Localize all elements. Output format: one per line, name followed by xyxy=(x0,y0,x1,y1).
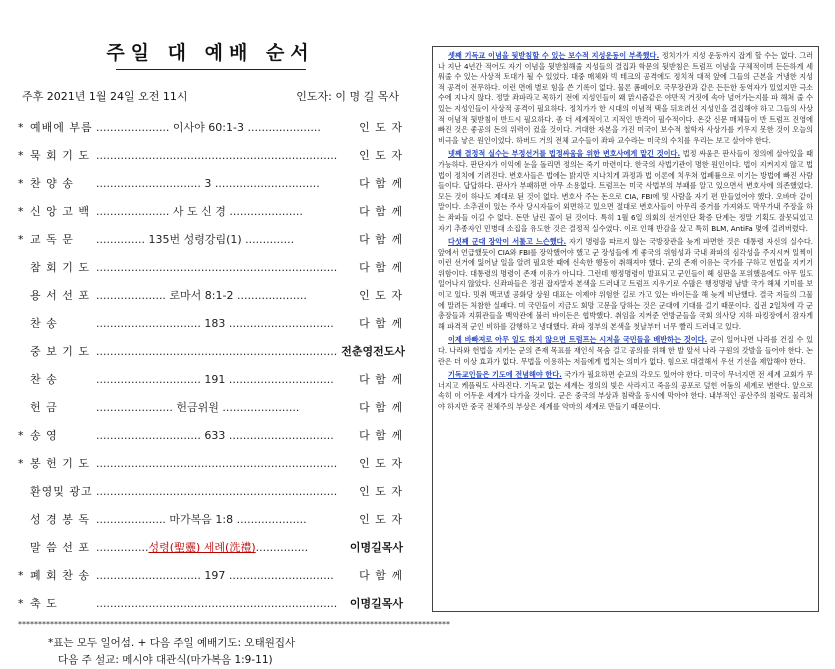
order-item-name: 참 회 기 도 xyxy=(30,261,90,274)
order-item-content-text: ..................................................................... xyxy=(96,149,338,162)
standing-mark: * xyxy=(18,429,24,442)
order-item-content xyxy=(96,450,355,478)
order-item-name: 교 독 문 xyxy=(30,233,74,246)
order-item-content xyxy=(96,282,355,310)
order-item-content xyxy=(96,534,346,562)
order-item-name: 폐 회 찬 송 xyxy=(30,569,90,582)
order-item-person: 다 함 께 xyxy=(359,177,403,190)
paragraph-heading: 이제 바빠져로 아무 일도 하지 않으면 트럼프는 시저을 국민들을 배반하는 것이다. xyxy=(448,335,708,345)
order-item-content-tail: ............... xyxy=(255,541,309,554)
order-item-content-text: .............................. 633 .............................. xyxy=(96,429,334,442)
order-item-name: 예배에 부름 xyxy=(30,121,93,134)
paragraph-heading: 다섯째 군대 장악이 서툴고 느슨했다. xyxy=(448,237,567,247)
order-row xyxy=(18,478,403,506)
order-item-content-text: .............. 135번 성령강림(1) .............. xyxy=(96,233,295,246)
order-item-person: 이명길목사 xyxy=(349,597,403,610)
order-item-content-text: .............................. 183 .............................. xyxy=(96,317,334,330)
note-next-sermon: 다음 주 설교: 메시야 대관식(마가복음 1:9-11) xyxy=(58,654,273,666)
order-item-person: 다 함 께 xyxy=(359,261,403,274)
order-item-name: 중 보 기 도 xyxy=(30,345,90,358)
order-item-content-text: ...................... 헌금위원 ...................... xyxy=(96,401,300,414)
order-item-content xyxy=(96,114,355,142)
order-item-content xyxy=(96,198,355,226)
order-row xyxy=(18,562,403,590)
standing-mark: * xyxy=(18,233,24,246)
service-leader: 인도자: 이 명 길 목사 xyxy=(296,90,399,103)
paragraph-heading: 기독교인들은 기도에 전념해야 한다. xyxy=(448,370,562,380)
order-item-content-text: ..................... 사 도 신 경 ..................... xyxy=(96,205,303,218)
standing-mark: * xyxy=(18,597,24,610)
order-item-name: 찬 송 xyxy=(30,373,58,386)
standing-mark: * xyxy=(18,205,24,218)
order-item-content xyxy=(96,478,355,506)
order-item-content-text: .................... 마가복음 1:8 .................... xyxy=(96,513,307,526)
order-item-person: 다 함 께 xyxy=(359,317,403,330)
order-item-person: 다 함 께 xyxy=(359,569,403,582)
order-item-name: 송 영 xyxy=(30,429,58,442)
order-item-content xyxy=(96,590,346,618)
worship-order-panel xyxy=(18,38,450,669)
order-item-name: 환영및 광고 xyxy=(30,485,93,498)
paragraph-body: 군이 일어나면 나라를 건질 수 있다. 나라와 헌법을 지키는 군의 존재 목표를 재인식 목숨 걸고 공의를 위해 한 발 앞서 나라 구원의 갓발을 들어야 한다. 논란은 더 이상 효과가 없다. 무법을 이용하는 저들에게 법치는 의미가 없다. 힘으로 대결해서 우선 기선을 제압해야 한다. xyxy=(438,335,813,366)
order-row xyxy=(18,506,403,534)
order-item-content-text: ..................................................................... xyxy=(96,485,338,498)
paragraph-body: 정치가가 지성 운동까지 잡게 할 수는 없다. 그러나 지난 4년간 적어도 자기 이념을 뒷받침해줄 지성들의 결집과 학문의 뒷받침은 트럼프 이념을 구체적이며 든든하게 세워줄 수 있는 사상적 토대가 될 수 있었다. 대중 매체와 빅 테크의 공격에도 정치적 대적 앞에 그들의 근본을 거냉한 지성적 공격이 전무하다. 이런 면에 별로 힘을 쓴 기록이 없다. 물론 폼페이오 국무장관과 같은 든든한 동역자가 있었지만 극소수에 지나지 않다. 정말 좌파라고 목하기 전에 지성인들이 왜 맑시즘같은 야만적 거짓에 속아 넘어가는지를 파 해쳐 줄 수 있는 지성인들이 사상적 공격이 필요하다. 정치가가 한 시대의 이념적 택을 뒤흐려선 지성인을 결집해야 하고 그들의 사상적 이념적 뒷받침이 반드시 필요하다. 좀 더 세계적이고 지적인 반격이 필수적이다. 온갖 신문 매체들이 반 트럼프 진영에 빠진 것은 좋공의 돈의 위력이 컸을 것이다. 거대한 자본을 가진 미국이 보수적 철학자 사상가를 키우지 못한 것이 오늘의 비극을 낳은 원인이었다. 하버드 거의 전체 교수들이 좌파 교수라는 미국의 수치를 우리는 보고 살아야 한다. xyxy=(438,51,813,145)
order-item-name: 찬 송 xyxy=(30,317,58,330)
order-item-content-text: ..................................................................... xyxy=(96,597,338,610)
order-item-content xyxy=(96,562,355,590)
order-item-content xyxy=(96,142,355,170)
paragraph-heading: 넷째 결정적 실수는 부정선거를 법정싸움을 위한 변호사에게 맡긴 것이다. xyxy=(448,149,681,159)
order-item-name: 헌 금 xyxy=(30,401,58,414)
order-item-content xyxy=(96,422,355,450)
order-item-person: 이명길목사 xyxy=(349,541,403,554)
order-item-person: 인 도 자 xyxy=(359,457,403,470)
order-item-name: 말 씀 선 포 xyxy=(30,541,90,554)
order-item-content-text: .............................. 197 .............................. xyxy=(96,569,334,582)
order-row xyxy=(18,366,403,394)
order-item-content xyxy=(96,226,355,254)
order-item-person: 다 함 께 xyxy=(359,205,403,218)
order-list xyxy=(18,114,406,618)
order-item-content-text: ..................................................................... xyxy=(96,261,338,274)
order-item-content-text: .............................. 3 .............................. xyxy=(96,177,320,190)
order-item-name: 신 앙 고 백 xyxy=(30,205,90,218)
article-paragraph xyxy=(438,149,813,234)
standing-mark: * xyxy=(18,569,24,582)
order-row xyxy=(18,450,403,478)
paragraph-body: 국가가 필요하면 순교의 각오도 있어야 한다. 미국이 무너지면 전 세계 교회가 무너지고 케플릭도 사라진다. 기독교 없는 세계는 정의의 빛은 사라지고 죽음의 공포로 덮힌 어둠의 세계로 변한다. 앞으로 속히 이 어두운 세계가 다가올 것이다. 군은 중국의 부상과 침략을 동시에 막아야 한다. 내부적인 공산주의 침략도 물리쳐야 하지만 중국 전체주의 부상은 세계를 악마의 세계로 만들기 때문이다. xyxy=(438,370,814,411)
article-panel xyxy=(432,46,819,612)
order-item-person: 다 함 께 xyxy=(359,373,403,386)
order-item-content xyxy=(96,366,355,394)
order-item-content xyxy=(96,506,355,534)
title-underline xyxy=(116,69,306,70)
note-standing: *표는 모두 일어섬. + 다음 주일 예배기도: 오태원집사 xyxy=(48,637,296,649)
service-info xyxy=(18,88,403,104)
order-item-person: 다 함 께 xyxy=(359,401,403,414)
order-row xyxy=(18,226,403,254)
order-row xyxy=(18,590,403,618)
order-item-person: 인 도 자 xyxy=(359,121,403,134)
order-item-content-text: .................... 로마서 8:1-2 .................... xyxy=(96,289,307,302)
order-item-person: 다 함 께 xyxy=(359,429,403,442)
order-row xyxy=(18,282,403,310)
standing-mark: * xyxy=(18,121,24,134)
sermon-title: 성령(聖靈) 세례(洗禮) xyxy=(148,541,256,554)
order-row xyxy=(18,422,403,450)
article-paragraph xyxy=(438,237,813,332)
order-row xyxy=(18,142,403,170)
order-row xyxy=(18,254,403,282)
service-date: 주후 2021년 1월 24일 오전 11시 xyxy=(22,90,188,103)
article-paragraph xyxy=(438,51,813,146)
order-item-name: 성 경 봉 독 xyxy=(30,513,90,526)
order-item-person: 전춘영전도사 xyxy=(341,345,406,358)
order-item-person: 인 도 자 xyxy=(359,149,403,162)
order-row xyxy=(18,198,403,226)
paragraph-heading: 셋째 기독교 이념을 뒷받침할 수 있는 보수적 지성운동이 부족했다. xyxy=(448,51,660,60)
bulletin-title: 주일 대 예배 순서 xyxy=(106,42,315,64)
order-item-content-text: ..................................................................... xyxy=(96,345,338,358)
paragraph-body: 법정 싸움은 판사들이 정의에 살아있을 때 가능하다. 판단자가 이익에 눈을 돌리면 정의는 죽기 마련이다. 한국의 사법기관이 명한 원인이다. 법이 지켜지지 않고 법법이 정치에 기려진다. 변호사들은 법에는 밝지만 지나치게 과정과 법 이론에 치우쳐 업폐률으로 이기는 방법에 빠진 사람들이다. 답답하다. 판사가 부패하면 아무 소용없다. 트럼프는 미국 사법부의 부패를 알고 있으면서 변호사에 의존했었다. 모든 것이 하나도 제대로 된 것이 없다. 변호사 주는 돈으로 CIA, FBI에 및 사람을 자기 편 만들었어야 했다. 오바마 같이 말이다. 소추권이 있는 주사 당시자들이 외면하고 있으면 절대로 변호사들이 아무리 증거를 가져와도 막무가내 주장을 하는 좌파들 이길 수 없다. 돈만 날린 꼴이 된 것이다. 특히 1월 6일 의회의 선거인단 확증 단계는 정말 기획도 잘못되었고 자기 추종자인 민병대 소집을 유도한 것은 결정적 실수였다. 이로 인해 반감을 샀고 특히 BLM, AntiFa 몇에 걸려버렸다. xyxy=(438,149,813,233)
bulletin-notes xyxy=(48,635,403,669)
standing-mark: * xyxy=(18,177,24,190)
order-row xyxy=(18,170,403,198)
order-row xyxy=(18,338,406,366)
order-item-person: 다 함 께 xyxy=(359,233,403,246)
order-item-content xyxy=(96,338,337,366)
order-item-name: 찬 양 송 xyxy=(30,177,74,190)
order-item-name: 용 서 선 포 xyxy=(30,289,90,302)
order-item-person: 인 도 자 xyxy=(359,289,403,302)
order-item-content-text: .............................. 191 .............................. xyxy=(96,373,334,386)
order-row xyxy=(18,534,403,562)
order-item-content xyxy=(96,394,355,422)
order-item-content-text: ..................................................................... xyxy=(96,457,338,470)
order-row xyxy=(18,114,403,142)
order-item-name: 축 도 xyxy=(30,597,58,610)
order-item-content-text: ............... xyxy=(96,541,149,554)
order-item-content-text: ..................... 이사야 60:1-3 ..................... xyxy=(96,121,321,134)
order-item-name: 묵 회 기 도 xyxy=(30,149,90,162)
article-paragraph xyxy=(438,370,813,412)
separator-line: ************************************************************************************************************ xyxy=(18,620,450,629)
order-item-content xyxy=(96,310,355,338)
order-item-person: 인 도 자 xyxy=(359,485,403,498)
order-item-content xyxy=(96,170,355,198)
standing-mark: * xyxy=(18,457,24,470)
paragraph-body: 자기 명령을 따르지 않는 국방장관을 늦게 파면한 것은 대통령 자신의 실수다. 앞에서 언급했듯이 CIA와 FBI를 장악했어야 했고 군 장성들에 게 좋국의 위험성과 국내 좌파의 심각성을 주지시켜 일찍이 이런 선거에 잃어날 일을 알려 필요한 때에 신속한 행동이 취해져야 했다. 군의 존재 이유는 국가를 구하고 헌법을 지키기 위함이다. 대통령의 명령이 존재 이유가 아니다. 그런데 행정명령이 발표되고 군인들이 헤 심판을 포위했음에도 아무 일도 일어나지 않았다. 신좌파들은 정권 잡자말자 본색을 드러내고 트럼프 지우기로 수많은 행정명령 남발 국가 해체 기미를 보이고 있다. 밋취 맥코넬 공화당 상원 대표는 이제야 위험한 길로 가고 있는 바이든을 해 늦게 비난했다. 결국 저들의 그물에 말려든 처참한 실패다. 미 국민들이 지금도 회망 고문을 당하는 것은 군대에 기대를 걸기 때문이다. 집권 2일차에 각 군 총장들과 지휘관들을 백악관에 불러 바이든은 협박했다. 취임을 지켜준 연방군들을 국회 의사당 지하 파킹장에서 잠자게 해 파격적 군인 비하를 감행하고 냉대했다. 좌파 정부의 본색을 첫날부터 너무 빨리 드러내고 있다. xyxy=(438,237,814,331)
order-row xyxy=(18,394,403,422)
order-item-content xyxy=(96,254,355,282)
order-item-name: 봉 헌 기 도 xyxy=(30,457,90,470)
article-paragraph xyxy=(438,335,813,367)
standing-mark: * xyxy=(18,149,24,162)
order-row xyxy=(18,310,403,338)
order-item-person: 인 도 자 xyxy=(359,513,403,526)
